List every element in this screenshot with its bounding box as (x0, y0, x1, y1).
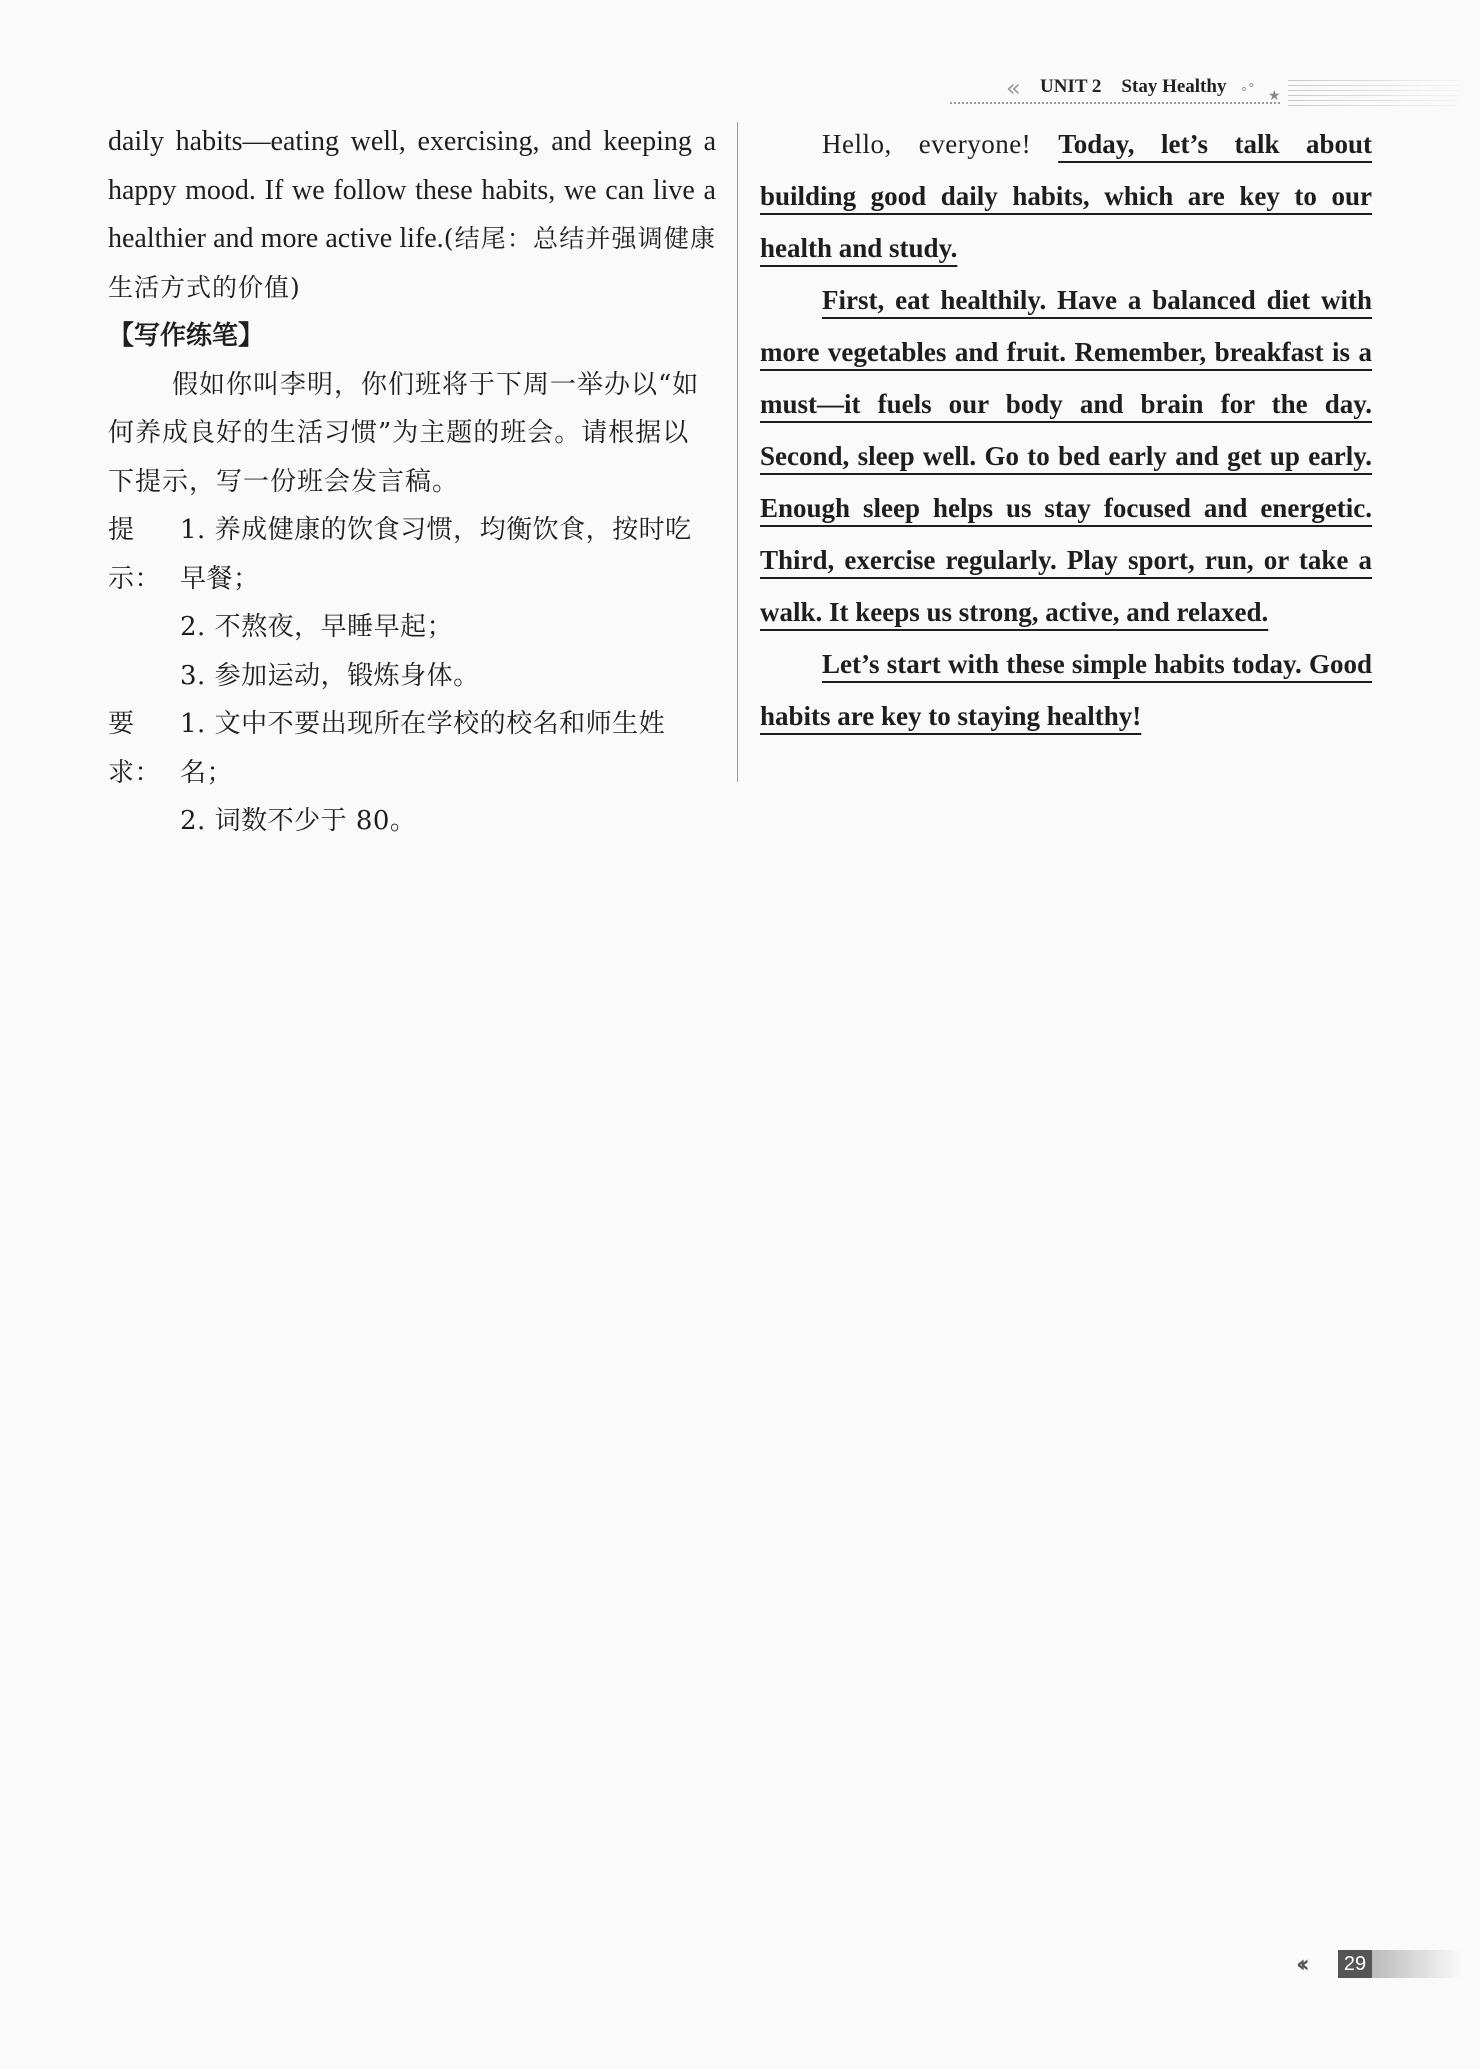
header-title (1040, 76, 1226, 98)
page-number-fade (1372, 1950, 1462, 1978)
star-icon: ★ (1268, 88, 1281, 104)
column-divider (737, 122, 738, 782)
hint-row (108, 506, 716, 603)
chevron-left-icon: « (1006, 74, 1013, 102)
speech-paragraph-3 (760, 638, 1372, 742)
unit-label: UNIT 2 (1040, 76, 1102, 97)
speech-paragraph-2 (760, 274, 1372, 638)
requirement-item: 1. 文中不要出现所在学校的校名和师生姓名； (180, 709, 666, 788)
answer-text: Let’s start with these simple habits today. Good habits are key to staying healthy! (760, 649, 1372, 731)
hints-label: 提示： (108, 515, 162, 594)
speech-paragraph-1 (760, 118, 1372, 274)
answer-text: Today, let’s talk about building good daily habits, which are key to our health and study. (760, 129, 1373, 263)
hint-item: 3. 参加运动，锻炼身体。 (180, 660, 480, 691)
answer-text: First, eat healthily. Have a balanced diet with more vegetables and fruit. Remember, breakfast is a must—it fuels our body and brain for the day. Second, sleep well. Go to bed early and get up early. Enough sleep helps us stay focused and energetic. Third, exercise regularly. Play sport, run, or take a walk. It keeps us strong, active, and relaxed. (760, 285, 1372, 627)
header-line-ornament (1288, 80, 1458, 110)
requirements-label: 要求： (108, 709, 162, 788)
hint-item: 1. 养成健康的饮食习惯，均衡饮食，按时吃早餐； (180, 515, 692, 594)
essay-ending-note: (结尾：总结并强调健康生活方式的价值) (108, 224, 716, 302)
requirement-row (108, 700, 716, 797)
section-title: 【写作练笔】 (108, 321, 265, 351)
requirement-item: 2. 词数不少于 80。 (180, 806, 417, 836)
right-column (760, 118, 1372, 742)
double-chevron-left-icon: ‹‹ (1296, 1950, 1304, 1978)
essay-ending-text: daily habits—eating well, exercising, and keeping a happy mood. If we follow these habits, we can live a healthier and more active life. (108, 126, 716, 254)
speech-greeting: Hello, everyone! (822, 129, 1059, 159)
sample-essay-ending (108, 118, 716, 312)
writing-prompt: 假如你叫李明，你们班将于下周一举办以“如何养成良好的生活习惯”为主题的班会。请根据以下提示，写一份班会发言稿。 (108, 369, 700, 497)
dot-ornament-icon: ∘° (1240, 82, 1255, 97)
hint-item: 2. 不熬夜，早睡早起； (180, 612, 454, 642)
unit-title: Stay Healthy (1121, 76, 1227, 97)
left-column (108, 118, 716, 846)
running-header (950, 70, 1470, 110)
header-dotted-rule (950, 102, 1280, 104)
page-number-value: 29 (1338, 1950, 1372, 1978)
